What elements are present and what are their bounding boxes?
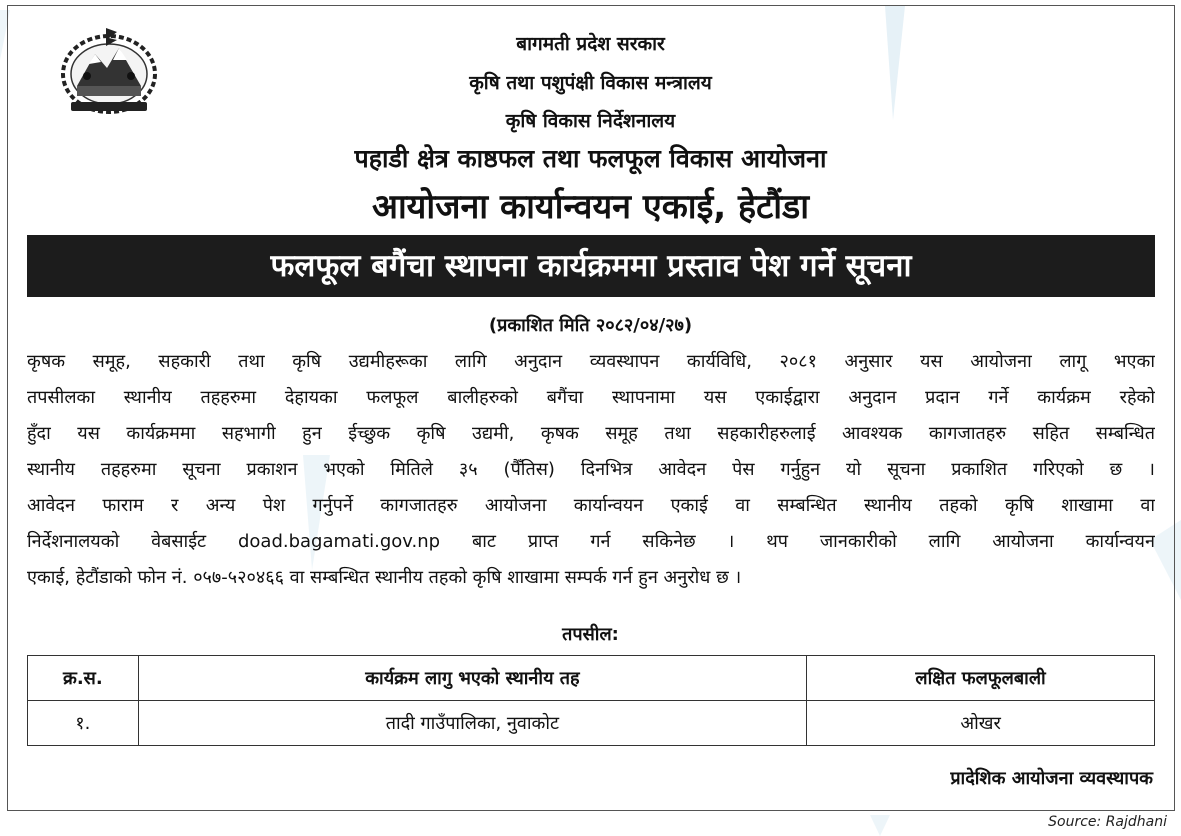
body-line: तपसीलका स्थानीय तहहरुमा देहायका फलफूल बालीहरुको बगैंचा स्थापनामा यस एकाईद्वारा अनुदान प्रदान गर्ने कार्यक्रम रहेको xyxy=(27,387,1155,408)
notice-body xyxy=(27,344,1155,596)
details-heading: तपसील: xyxy=(562,624,619,645)
column-header-serial: क्र.स. xyxy=(28,656,139,701)
source-credit: Source: Rajdhani xyxy=(1048,814,1167,830)
cell-serial: १. xyxy=(28,701,139,746)
column-header-local-level: कार्यक्रम लागु भएको स्थानीय तह xyxy=(138,656,806,701)
unit-heading: आयोजना कार्यान्वयन एकाई, हेटौंडा xyxy=(371,187,810,227)
table-row xyxy=(28,701,1155,746)
cell-target-crop: ओखर xyxy=(807,701,1155,746)
body-line: हुँदा यस कार्यक्रममा सहभागी हुन ईच्छुक कृषि उद्यमी, कृषक समूह तथा सहकारीहरुलाई आवश्यक कागजातहरु सहित सम्बन्धित xyxy=(27,423,1155,444)
body-line: निर्देशनालयको वेबसाईट doad.bagamati.gov.np बाट प्राप्त गर्न सकिनेछ । थप जानकारीको लागि आयोजना कार्यान्वयन xyxy=(27,531,1155,552)
body-line: एकाई, हेटौंडाको फोन नं. ०५७-५२०४६६ वा सम्बन्धित स्थानीय तहको कृषि शाखामा सम्पर्क गर्न हुन अनुरोध छ । xyxy=(27,567,742,588)
notice-title-banner: फलफूल बगैंचा स्थापना कार्यक्रममा प्रस्ताव पेश गर्ने सूचना xyxy=(27,235,1155,297)
body-line: कृषक समूह, सहकारी तथा कृषि उद्यमीहरूका लागि अनुदान व्यवस्थापन कार्यविधि, २०८१ अनुसार यस आयोजना लागू भएका xyxy=(27,351,1155,372)
published-date: (प्रकाशित मिति २०८२/०४/२७) xyxy=(488,315,693,336)
cell-local-level: तादी गाउँपालिका, नुवाकोट xyxy=(138,701,806,746)
directorate-heading: कृषि विकास निर्देशनालय xyxy=(505,110,676,132)
project-heading: पहाडी क्षेत्र काष्ठफल तथा फलफूल विकास आयोजना xyxy=(354,144,827,173)
table-header-row xyxy=(28,656,1155,701)
details-table xyxy=(27,655,1155,746)
body-line: स्थानीय तहहरुमा सूचना प्रकाशन भएको मितिले ३५ (पैँतिस) दिनभित्र आवेदन पेस गर्नुहुन यो सूचना प्रकाशित गरिएको छ । xyxy=(27,459,1155,480)
signatory-title: प्रादेशिक आयोजना व्यवस्थापक xyxy=(950,768,1153,789)
column-header-target-crop: लक्षित फलफूलबाली xyxy=(807,656,1155,701)
ministry-heading: कृषि तथा पशुपंक्षी विकास मन्त्रालय xyxy=(469,72,712,94)
body-line: आवेदन फाराम र अन्य पेश गर्नुपर्ने कागजातहरु आयोजना कार्यान्वयन एकाई वा सम्बन्धित स्थानीय तहको कृषि शाखामा वा xyxy=(27,495,1155,516)
province-government-heading: बागमती प्रदेश सरकार xyxy=(516,33,665,55)
